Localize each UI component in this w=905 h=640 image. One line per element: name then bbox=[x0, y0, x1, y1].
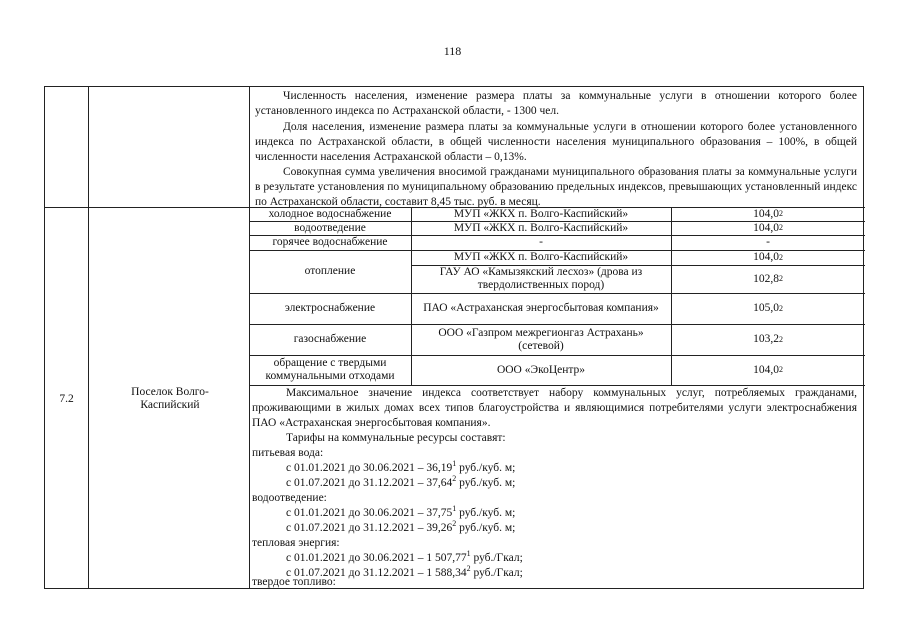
settlement-name: Поселок Волго-Каспийский bbox=[131, 386, 209, 411]
document-table bbox=[44, 86, 864, 589]
tariffs-heading: Тарифы на коммунальные ресурсы составят: bbox=[286, 432, 506, 444]
bottom-paragraph-1: Максимальное значение индекса соответствует набору коммунальных услуг, потребляемых гражданами, проживающими в жилых домах всех типов благоустройства и являющимися потребителями услуги электроснабжения ПАО «Астраханская энергосбытовая компания». bbox=[252, 387, 857, 429]
water-tariff-2: с 01.07.2021 до 31.12.2021 – 37,64$^2$ руб./куб. м; bbox=[286, 474, 516, 489]
provider-sewer: МУП «ЖКХ п. Волго-Каспийский» bbox=[453, 221, 629, 234]
service-electricity: электроснабжение bbox=[284, 302, 376, 314]
top-paragraph-1: Численность населения, изменение размера платы за коммунальные услуги в отношении которого более установленного индекса по Астраханской области, - 1300 чел. bbox=[255, 90, 857, 117]
index-cold-water: 104,0 2 bbox=[753, 207, 783, 220]
top-paragraph-2: Доля населения, изменение размера платы за коммунальные услуги в отношении которого более установленного индекса по Астраханской области, в общей численности населения муниципального образования – 100%, в общей численности населения Астраханской области – 0,13%. bbox=[255, 121, 857, 163]
index-gas: 103,2 2 bbox=[753, 333, 783, 345]
service-sewer: водоотведение bbox=[294, 221, 366, 234]
provider-hot-water: - bbox=[539, 236, 543, 248]
top-paragraph-3: Совокупная сумма увеличения вносимой гражданами муниципального образования платы за коммунальные услуги в результате установления по муниципальному образованию предельных индексов, превышающих установленный индекс по Астраханской области, составит 8,45 тыс. руб. в месяц. bbox=[255, 166, 857, 208]
index-electricity: 105,0 2 bbox=[753, 302, 783, 314]
sewer-label: водоотведение: bbox=[252, 492, 327, 504]
provider-waste: ООО «ЭкоЦентр» bbox=[496, 363, 586, 376]
service-gas: газоснабжение bbox=[293, 333, 367, 345]
heat-tariff-1: с 01.01.2021 до 30.06.2021 – 1 507,77$^1$ руб./Гкал; bbox=[286, 549, 523, 564]
provider-heating-1: МУП «ЖКХ п. Волго-Каспийский» bbox=[453, 251, 629, 263]
index-sewer: 104,0 2 bbox=[753, 221, 783, 234]
service-heating: отопление bbox=[304, 265, 356, 277]
sewer-tariff-1: с 01.01.2021 до 30.06.2021 – 37,75$^1$ руб./куб. м; bbox=[286, 504, 516, 519]
water-tariff-1: с 01.01.2021 до 30.06.2021 – 36,19$^1$ руб./куб. м; bbox=[286, 459, 516, 474]
index-heating-1: 104,0 2 bbox=[753, 251, 783, 263]
heat-tariff-2: с 01.07.2021 до 31.12.2021 – 1 588,34$^2$ руб./Гкал; bbox=[286, 564, 523, 579]
service-cold-water: холодное водоснабжение bbox=[268, 207, 392, 220]
fuel-label: твердое топливо: bbox=[252, 576, 336, 588]
service-waste: обращение с твердыми коммунальными отходами bbox=[265, 357, 395, 382]
index-hot-water: - bbox=[766, 236, 770, 248]
provider-heating-2: ГАУ АО «Камызякский лесхоз» (дрова из твердолиственных пород) bbox=[439, 266, 643, 291]
index-waste: 104,0 2 bbox=[753, 363, 783, 376]
provider-gas: ООО «Газпром межрегионгаз Астрахань» (сетевой) bbox=[438, 326, 644, 352]
row-number: 7.2 bbox=[59, 392, 74, 405]
heat-label: тепловая энергия: bbox=[252, 537, 340, 549]
sewer-tariff-2: с 01.07.2021 до 31.12.2021 – 39,26$^2$ руб./куб. м; bbox=[286, 519, 516, 534]
index-heating-2: 102,8 2 bbox=[753, 272, 783, 285]
provider-electricity: ПАО «Астраханская энергосбытовая компания» bbox=[423, 302, 659, 314]
page-number: 118 bbox=[443, 44, 462, 58]
service-hot-water: горячее водоснабжение bbox=[272, 236, 388, 248]
provider-cold-water: МУП «ЖКХ п. Волго-Каспийский» bbox=[453, 207, 629, 220]
water-label: питьевая вода: bbox=[252, 447, 324, 459]
